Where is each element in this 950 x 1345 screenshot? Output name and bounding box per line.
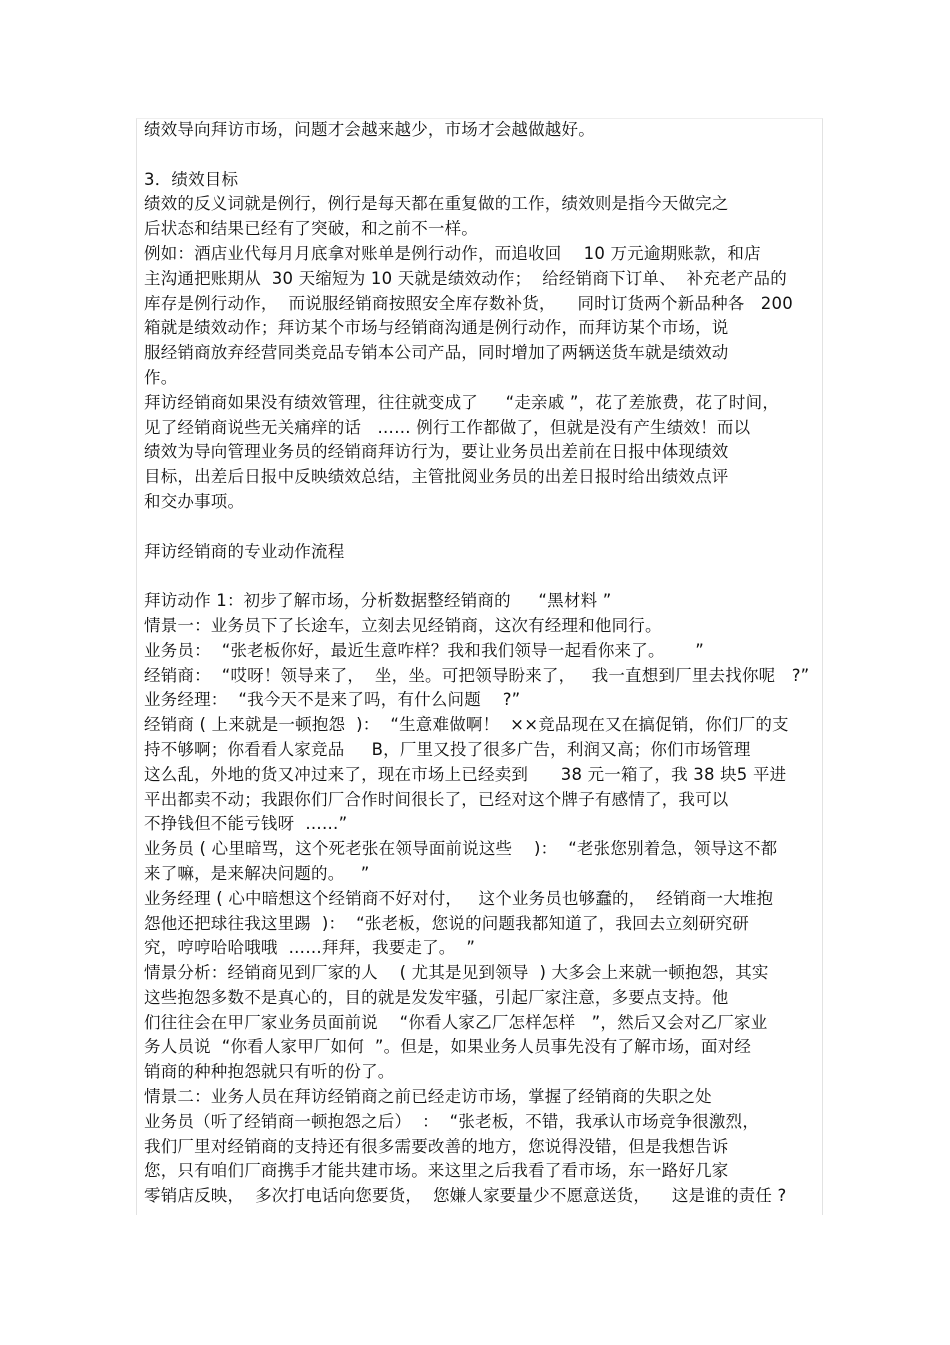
text-line: 持不够啊；你看看人家竞品 B，厂里又投了很多广告，利润又高；你们市场管理 <box>144 739 751 759</box>
text-line: 业务经理 ( 心中暗想这个经销商不好对付， 这个业务员也够蠢的， 经销商一大堆抱 <box>144 888 774 908</box>
text-line: 情景二：业务人员在拜访经销商之前已经走访市场，掌握了经销商的失职之处 <box>144 1087 712 1107</box>
blank-line <box>144 143 820 168</box>
text-line: 情景一：业务员下了长途车，立刻去见经销商，这次有经理和他同行。 <box>144 615 662 635</box>
text-line: 怨他还把球往我这里踢 )： “张老板，您说的问题我都知道了，我回去立刻研究研 <box>144 913 749 933</box>
text-line: 拜访经销商如果没有绩效管理，往往就变成了 “走亲戚 ”，花了差旅费，花了时间， <box>144 392 780 412</box>
text-line: 经销商 ( 上来就是一顿抱怨 )： “生意难做啊！ ××竞品现在又在搞促销，你们厂的支 <box>144 715 789 735</box>
text-line: 目标，出差后日报中反映绩效总结，主管批阅业务员的出差日报时给出绩效点评 <box>144 467 729 487</box>
text-line: 务人员说 “你看人家甲厂如何 ”。但是，如果业务人员事先没有了解市场，面对经 <box>144 1037 752 1057</box>
text-line: 业务经理： “我今天不是来了吗，有什么问题 ?” <box>144 690 521 710</box>
text-line: 业务员： “张老板你好，最近生意咋样？我和我们领导一起看你来了。 ” <box>144 640 704 660</box>
blank-line <box>144 564 820 589</box>
text-line: 见了经销商说些无关痛痒的话 …… 例行工作都做了，但就是没有产生绩效！而以 <box>144 417 751 437</box>
text-line: 不挣钱但不能亏钱呀 ……” <box>144 814 348 834</box>
text-line: 情景分析：经销商见到厂家的人 ( 尤其是见到领导 ) 大多会上来就一顿抱怨，其实 <box>144 963 769 983</box>
text-line: 箱就是绩效动作；拜访某个市场与经销商沟通是例行动作，而拜访某个市场，说 <box>144 318 729 338</box>
text-line: 服经销商放弃经营同类竞品专销本公司产品，同时增加了两辆送货车就是绩效动 <box>144 343 729 363</box>
text-line: 绩效的反义词就是例行，例行是每天都在重复做的工作，绩效则是指今天做完之 <box>144 194 729 214</box>
text-line: 们往往会在甲厂家业务员面前说 “你看人家乙厂怎样怎样 ”，然后又会对乙厂家业 <box>144 1012 768 1032</box>
text-line: 3．绩效目标 <box>144 169 239 189</box>
text-line: 库存是例行动作， 而说服经销商按照安全库存数补货， 同时订货两个新品种各 200 <box>144 293 793 313</box>
text-line: 业务员 ( 心里暗骂，这个死老张在领导面前说这些 )： “老张您别着急，领导这不都 <box>144 839 778 859</box>
text-line: 例如：酒店业代每月月底拿对账单是例行动作，而追收回 10 万元逾期账款，和店 <box>144 243 761 263</box>
blank-line <box>144 515 820 540</box>
text-line: 零销店反映， 多次打电话向您要货， 您嫌人家要量少不愿意送货， 这是谁的责任 ? <box>144 1186 787 1206</box>
text-line: 我们厂里对经销商的支持还有很多需要改善的地方，您说得没错，但是我想告诉 <box>144 1136 729 1156</box>
text-line: 和交办事项。 <box>144 491 245 511</box>
text-line: 业务员（听了经销商一顿抱怨之后） ： “张老板，不错，我承认市场竞争很激烈， <box>144 1111 760 1131</box>
text-line: 作。 <box>144 367 178 387</box>
text-line: 究，哼哼哈哈哦哦 ……拜拜，我要走了。 ” <box>144 938 476 958</box>
text-line: 后状态和结果已经有了突破，和之前不一样。 <box>144 219 478 239</box>
text-line: 经销商： “哎呀！领导来了， 坐，坐。可把领导盼来了， 我一直想到厂里去找你呢 ?” <box>144 665 810 685</box>
text-line: 拜访经销商的专业动作流程 <box>144 541 345 561</box>
document-body <box>144 118 820 1209</box>
text-line: 来了嘛，是来解决问题的。 ” <box>144 863 370 883</box>
text-line: 主沟通把账期从 30 天缩短为 10 天就是绩效动作； 给经销商下订单、 补充老产品的 <box>144 268 787 288</box>
text-line: 绩效导向拜访市场，问题才会越来越少，市场才会越做越好。 <box>144 120 595 139</box>
text-line: 拜访动作 1：初步了解市场，分析数据整经销商的 “黑材料 ” <box>144 591 612 611</box>
text-line: 您，只有咱们厂商携手才能共建市场。来这里之后我看了看市场，东一路好几家 <box>144 1161 729 1181</box>
text-line: 销商的种种抱怨就只有听的份了。 <box>144 1062 395 1082</box>
text-line: 平出都卖不动；我跟你们厂合作时间很长了，已经对这个牌子有感情了，我可以 <box>144 789 729 809</box>
text-line: 这么乱，外地的货又冲过来了，现在市场上已经卖到 38 元一箱了，我 38 块5 平进 <box>144 764 787 784</box>
text-line: 绩效为导向管理业务员的经销商拜访行为，要让业务员出差前在日报中体现绩效 <box>144 442 729 462</box>
text-line: 这些抱怨多数不是真心的，目的就是发发牢骚，引起厂家注意，多要点支持。他 <box>144 987 729 1007</box>
